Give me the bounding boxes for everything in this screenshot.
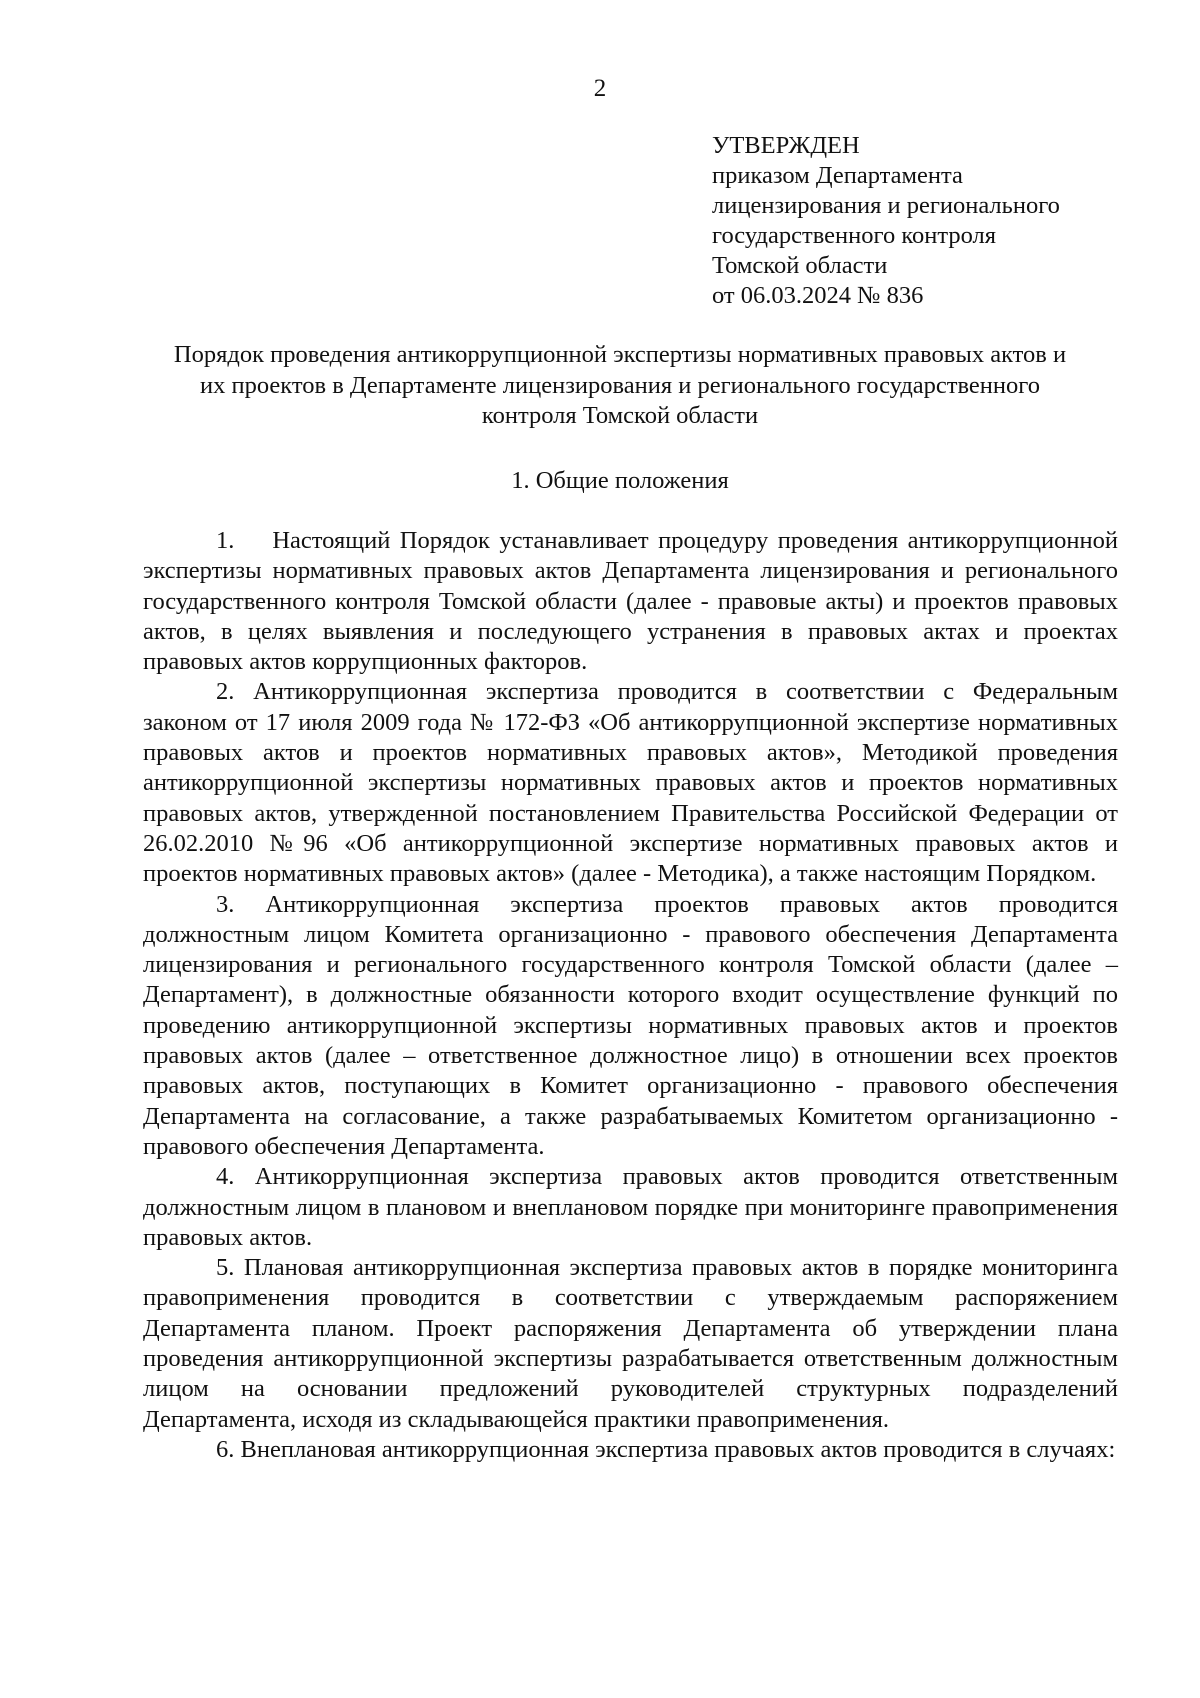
approval-line: Томской области bbox=[712, 252, 888, 279]
paragraph-1: 1. Настоящий Порядок устанавливает процедуру проведения антикоррупционной экспертизы нормативных правовых актов Департамента лицензирования и регионального государственного контроля Томской области (далее - правовые акты) и проектов правовых актов, в целях выявления и последующего устранения в правовых актах и проектах правовых актов коррупционных факторов. bbox=[143, 527, 1118, 676]
document-title bbox=[130, 340, 1110, 432]
approval-line: УТВЕРЖДЕН bbox=[712, 132, 860, 159]
title-line: их проектов в Департаменте лицензирования и регионального государственного bbox=[200, 371, 1040, 399]
paragraph-3: 3. Антикоррупционная экспертиза проектов правовых актов проводится должностным лицом Комитета организационно - правового обеспечения Департамента лицензирования и регионального государственного контроля Томской области (далее – Департамент), в должностные обязанности которого входит осуществление функций по проведению антикоррупционной экспертизы нормативных правовых актов и проектов правовых актов (далее – ответственное должностное лицо) в отношении всех проектов правовых актов, поступающих в Комитет организационно - правового обеспечения Департамента на согласование, а также разрабатываемых Комитетом организационно - правового обеспечения Департамента. bbox=[143, 890, 1118, 1160]
approval-line: от 06.03.2024 № 836 bbox=[712, 282, 924, 309]
approval-line: лицензирования и регионального bbox=[712, 192, 1060, 219]
page-number: 2 bbox=[593, 75, 607, 102]
approval-line: приказом Департамента bbox=[712, 162, 963, 189]
approval-line: государственного контроля bbox=[712, 222, 997, 249]
paragraph-6: 6. Внеплановая антикоррупционная экспертиза правовых актов проводится в случаях: bbox=[216, 1435, 1116, 1463]
section-heading: 1. Общие положения bbox=[511, 467, 729, 494]
paragraph-2: 2. Антикоррупционная экспертиза проводится в соответствии с Федеральным законом от 17 июля 2009 года № 172-ФЗ «Об антикоррупционной экспертизе нормативных правовых актов и проектов нормативных правовых актов», Методикой проведения антикоррупционной экспертизы нормативных правовых актов и проектов нормативных правовых актов, утвержденной постановлением Правительства Российской Федерации от 26.02.2010 №96 «Об антикоррупционной экспертизе нормативных правовых актов и проектов нормативных правовых актов» (далее - Методика), а также настоящим Порядком. bbox=[143, 678, 1118, 888]
paragraph-5: 5. Плановая антикоррупционная экспертиза правовых актов в порядке мониторинга правоприменения проводится в соответствии с утверждаемым распоряжением Департамента планом. Проект распоряжения Департамента об утверждении плана проведения антикоррупционной экспертизы разрабатывается ответственным должностным лицом на основании предложений руководителей структурных подразделений Департамента, исходя из складывающейся практики правоприменения. bbox=[143, 1254, 1118, 1433]
approval-stamp bbox=[712, 131, 1152, 311]
paragraph-4: 4. Антикоррупционная экспертиза правовых актов проводится ответственным должностным лицом в плановом и внеплановом порядке при мониторинге правоприменения правовых актов. bbox=[143, 1163, 1118, 1251]
title-line: контроля Томской области bbox=[481, 402, 759, 429]
document-body bbox=[143, 526, 1118, 1465]
title-line: Порядок проведения антикоррупционной экспертизы нормативных правовых актов и bbox=[173, 341, 1067, 368]
